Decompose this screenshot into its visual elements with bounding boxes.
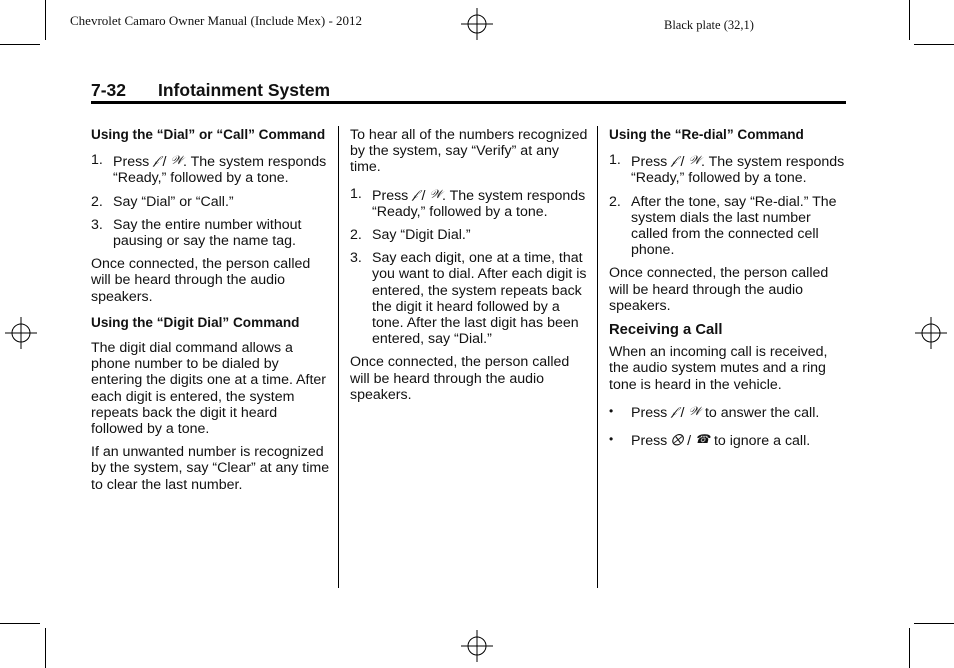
page-heading: [91, 80, 330, 101]
list-item: • Press ⨂ / ☎ to ignore a call.: [609, 432, 811, 450]
phone-icon: 𝒻: [153, 153, 159, 168]
phone-icon: 𝒻: [671, 403, 677, 418]
column-divider: [597, 126, 598, 588]
list-item: 1. Press 𝒻 / 𝒲. The system responds “Ready,” followed by a tone.: [350, 185, 586, 220]
column-1: [91, 127, 331, 500]
voice-icon: 𝒲: [688, 403, 701, 418]
registration-mark-icon: [5, 317, 37, 349]
section-title: Infotainment System: [158, 80, 331, 100]
column-2: [350, 127, 590, 410]
voice-icon: 𝒲: [429, 186, 442, 201]
page-number: 7-32: [91, 80, 127, 100]
list-item: 2. Say “Dial” or “Call.”: [91, 193, 234, 210]
paragraph: To hear all of the numbers recognized by the system, say “Verify” at any time.: [350, 127, 588, 176]
mute-phone-icon: ⨂: [671, 432, 684, 447]
crop-mark: [0, 623, 40, 624]
subheading: Using the “Dial” or “Call” Command: [91, 127, 326, 142]
crop-mark: [914, 44, 954, 45]
crop-mark: [914, 623, 954, 624]
manual-title: Chevrolet Camaro Owner Manual (Include Mex) - 2012: [70, 13, 363, 28]
subheading: Using the “Re-dial” Command: [609, 127, 804, 142]
registration-mark-icon: [461, 8, 493, 40]
voice-icon: 𝒲: [170, 153, 183, 168]
list-item: 2. After the tone, say “Re-dial.” The system dials the last number called from the connected cell phone.: [609, 193, 837, 259]
crop-mark: [45, 0, 46, 40]
crop-mark: [909, 0, 910, 40]
plate-label: Black plate (32,1): [664, 18, 754, 32]
column-3: [609, 127, 849, 459]
subheading: Using the “Digit Dial” Command: [91, 314, 300, 330]
crop-mark: [0, 44, 40, 45]
crop-mark: [45, 628, 46, 668]
list-item: 1. Press 𝒻 / 𝒲. The system responds “Ready,” followed by a tone.: [609, 152, 845, 187]
hang-up-icon: ☎: [695, 432, 710, 447]
voice-icon: 𝒲: [688, 153, 701, 168]
step-list: [350, 186, 590, 348]
column-divider: [338, 126, 339, 588]
list-item: 3. Say the entire number without pausing or say the name tag.: [91, 216, 302, 250]
paragraph: If an unwanted number is recognized by the system, say “Clear” at any time to clear the last number.: [91, 444, 330, 493]
list-item: 2. Say “Digit Dial.”: [350, 227, 471, 244]
step-list: [609, 152, 849, 258]
crop-mark: [909, 628, 910, 668]
paragraph: Once connected, the person called will be heard through the audio speakers.: [91, 256, 311, 305]
phone-icon: 𝒻: [671, 153, 677, 168]
paragraph: Once connected, the person called will be heard through the audio speakers.: [609, 265, 829, 314]
paragraph: When an incoming call is received, the audio system mutes and a ring tone is heard in the vehicle.: [609, 344, 828, 393]
heading-rule: [91, 101, 846, 104]
list-item: 3. Say each digit, one at a time, that you want to dial. After each digit is entered, the system repeats back the digit it heard followed by a tone. After the last digit has been entered, say “Dial.”: [350, 250, 587, 348]
list-item: 1. Press 𝒻 / 𝒲. The system responds “Ready,” followed by a tone.: [91, 152, 327, 187]
phone-icon: 𝒻: [412, 186, 418, 201]
paragraph: The digit dial command allows a phone number to be dialed by entering the digits one at a time. After each digit is entered, the system repeats back the digit it heard followed by a tone.: [91, 340, 327, 438]
registration-mark-icon: [461, 630, 493, 662]
subheading: Receiving a Call: [609, 322, 723, 339]
step-list: [91, 152, 331, 249]
list-item: • Press 𝒻 / 𝒲 to answer the call.: [609, 403, 820, 421]
registration-mark-icon: [915, 317, 947, 349]
bullet-list: [609, 403, 849, 449]
paragraph: Once connected, the person called will be heard through the audio speakers.: [350, 354, 570, 403]
